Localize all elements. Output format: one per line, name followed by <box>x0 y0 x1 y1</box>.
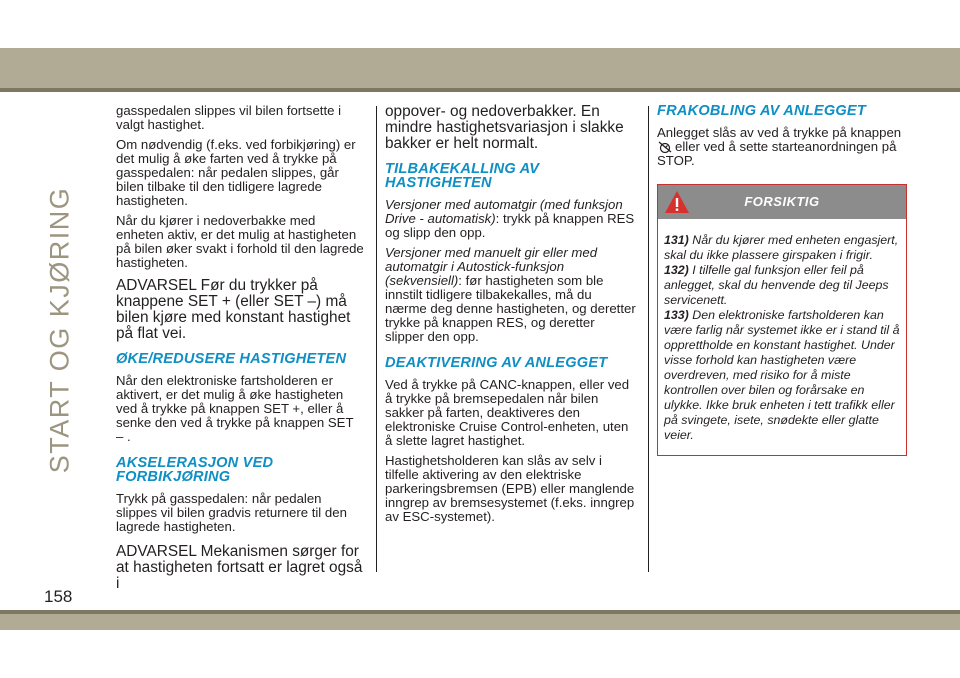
paragraph: oppover- og nedoverbakker. En mindre hastighetsvariasjon i slakke bakker er helt normalt. <box>385 103 624 152</box>
cruise-control-off-icon <box>657 141 673 153</box>
version-label: Versjoner med manuelt gir eller med automatgir i Autostick-funksjon (sekvensiell) <box>385 245 598 288</box>
page-number: 158 <box>44 587 73 606</box>
note-text: I tilfelle gal funksjon eller feil på anlegget, skal du henvende deg til Jeeps servicenett. <box>664 263 889 307</box>
caution-item <box>664 233 900 263</box>
column-3 <box>657 104 909 456</box>
paragraph: Hastighetsholderen kan slås av selv i tilfelle aktivering av den elektriske parkeringsbremsen (EPB) eller manglende inngrep av bremsesystemet (f.eks. inngrep av ESC-systemet). <box>385 453 635 524</box>
paragraph: Når du kjører i nedoverbakke med enheten aktiv, er det mulig at hastigheten på bilen øker svakt i forhold til den lagrede hastigheten. <box>116 213 364 270</box>
caution-box <box>657 184 907 456</box>
paragraph: Om nødvendig (f.eks. ved forbikjøring) er det mulig å øke farten ved å trykke på gasspedalen: når pedalen slippes, går bilen tilbake til den tidligere lagrede hastigheten. <box>116 137 356 208</box>
footer-band <box>0 614 960 630</box>
caution-item <box>664 308 900 443</box>
column-divider <box>376 106 377 572</box>
version-label: Versjoner med automatgir (med funksjon Drive - automatisk) <box>385 197 623 226</box>
section-heading: AKSELERASJON VED FORBIKJØRING <box>116 455 274 485</box>
paragraph-text: : trykk på knappen RES og slipp den opp. <box>385 211 635 240</box>
caution-item <box>664 263 900 308</box>
section-heading: FRAKOBLING AV ANLEGGET <box>657 103 866 119</box>
column-2 <box>385 104 637 530</box>
paragraph-text: : før hastigheten som ble innstilt tidligere tilbakekalles, må du nærme deg denne hastigheten, og deretter trykke på knappen RES, og deretter slipper den opp. <box>385 273 636 344</box>
paragraph <box>657 126 909 168</box>
paragraph: Trykk på gasspedalen: når pedalen slippes vil bilen gradvis returnere til den lagrede hastigheten. <box>116 491 347 534</box>
paragraph-text: Anlegget slås av ved å trykke på knappen <box>657 125 902 140</box>
warning-text: ADVARSEL Før du trykker på knappene SET + (eller SET –) må bilen kjøre med konstant hastighet på flat vei. <box>116 277 351 342</box>
paragraph <box>385 246 637 344</box>
header-band <box>0 48 960 88</box>
note-number: 133) <box>664 308 689 322</box>
column-1 <box>116 104 364 602</box>
section-heading: TILBAKEKALLING AV HASTIGHETEN <box>385 161 540 191</box>
section-heading: DEAKTIVERING AV ANLEGGET <box>385 355 608 371</box>
caution-title: FORSIKTIG <box>744 194 820 209</box>
paragraph: Ved å trykke på CANC-knappen, eller ved å trykke på bremsepedalen når bilen sakker på farten, deaktiveres den elektroniske Cruise Control-enheten, uten å slette lagret hastighet. <box>385 377 630 448</box>
paragraph-text: eller ved å sette starteanordningen på STOP. <box>657 139 897 168</box>
header-rule <box>0 88 960 92</box>
note-text: Den elektroniske fartsholderen kan være farlig når systemet ikke er i stand til å opprettholde en konstant hastighet. Under visse forhold kan hastigheten være overdreven, med risiko for å miste kontrollen over bilen og forårsake en ulykke. Ikke bruk enheten i tett trafikk eller på svingete, isete, snødekte eller glatte veier. <box>664 308 900 442</box>
section-heading: ØKE/REDUSERE HASTIGHETEN <box>116 351 347 367</box>
warning-text: ADVARSEL Mekanismen sørger for at hastigheten fortsatt er lagret også i <box>116 543 363 592</box>
paragraph: Når den elektroniske fartsholderen er aktivert, er det mulig å øke hastigheten ved å trykke på knappen SET +, eller å senke den ved å trykke på knappen SET – . <box>116 373 354 444</box>
note-number: 132) <box>664 263 689 277</box>
top-margin <box>0 0 960 48</box>
paragraph: gasspedalen slippes vil bilen fortsette i valgt hastighet. <box>116 103 342 132</box>
caution-header <box>658 185 906 219</box>
note-number: 131) <box>664 233 689 247</box>
chapter-title: START OG KJØRING <box>44 186 75 474</box>
paragraph <box>385 198 637 240</box>
note-text: Når du kjører med enheten engasjert, skal du ikke plassere girspaken i frigir. <box>664 233 899 262</box>
column-divider <box>648 106 649 572</box>
caution-body <box>658 219 906 455</box>
